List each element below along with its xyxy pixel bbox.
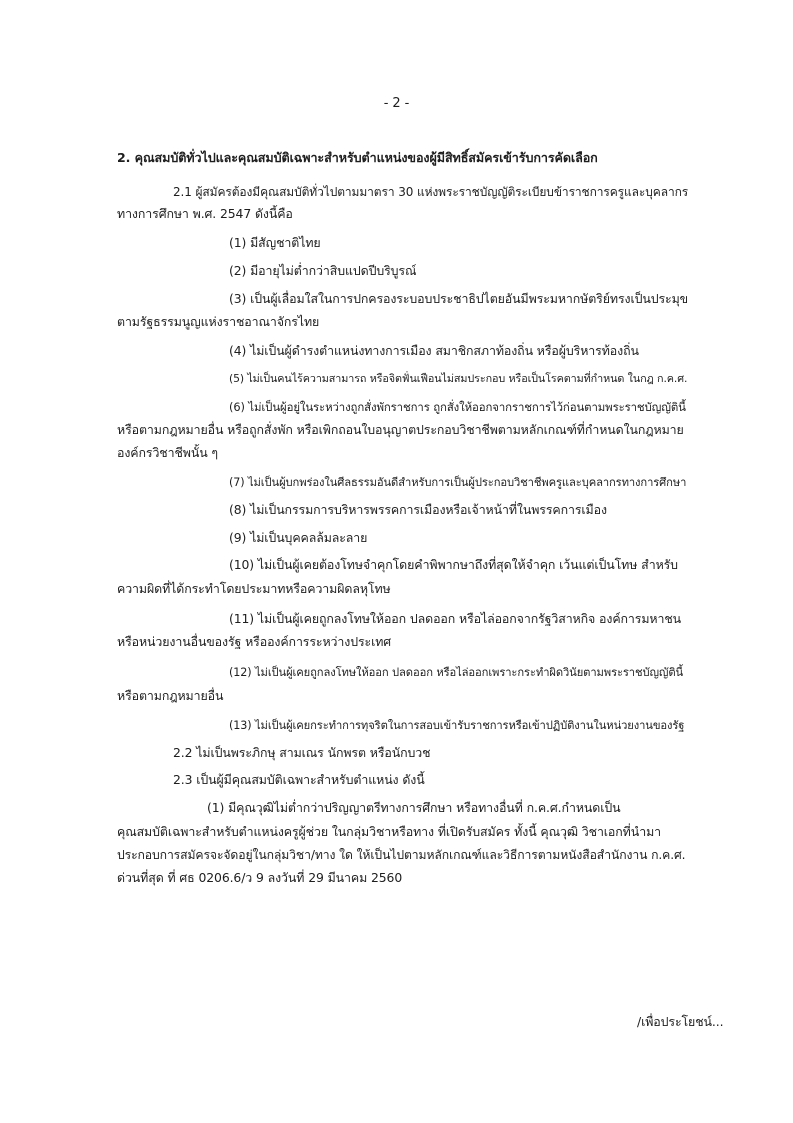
- list-item: (6) ไม่เป็นผู้อยู่ในระหว่างถูกสั่งพักราชการ ถูกสั่งให้ออกจากราชการไว้ก่อนตามพระราชบัญญัตินี้: [229, 400, 686, 414]
- section-heading: 2. คุณสมบัติทั่วไปและคุณสมบัติเฉพาะสำหรับตำแหน่งของผู้มีสิทธิ์สมัครเข้ารับการคัดเลือก: [117, 150, 598, 165]
- list-item: (4) ไม่เป็นผู้ดำรงตำแหน่งทางการเมือง สมาชิกสภาท้องถิ่น หรือผู้บริหารท้องถิ่น: [229, 343, 639, 358]
- list-item: (3) เป็นผู้เลื่อมใสในการปกครองระบอบประชาธิปไตยอันมีพระมหากษัตริย์ทรงเป็นประมุข: [229, 291, 689, 306]
- list-item: (1) มีคุณวุฒิไม่ต่ำกว่าปริญญาตรีทางการศึกษา หรือทางอื่นที่ ก.ค.ศ.กำหนดเป็น: [207, 800, 621, 815]
- continuation-marker: /เพื่อประโยชน์...: [637, 1014, 724, 1029]
- paragraph-line: ตามรัฐธรรมนูญแห่งราชอาณาจักรไทย: [117, 314, 320, 329]
- page-number: - 2 -: [383, 96, 410, 111]
- paragraph-line: ประกอบการสมัครจะจัดอยู่ในกลุ่มวิชา/ทาง ใด ให้เป็นไปตามหลักเกณฑ์และวิธีการตามหนังสือสำนักงาน ก.ค.ศ.: [117, 848, 686, 862]
- list-item: (5) ไม่เป็นคนไร้ความสามารถ หรือจิตฟั่นเฟือนไม่สมประกอบ หรือเป็นโรคตามที่กำหนด ในกฎ ก.ค.ศ.: [229, 372, 688, 385]
- list-item: (1) มีสัญชาติไทย: [229, 235, 321, 250]
- paragraph-line: คุณสมบัติเฉพาะสำหรับตำแหน่งครูผู้ช่วย ในกลุ่มวิชาหรือทาง ที่เปิดรับสมัคร ทั้งนี้ คุณวุฒิ วิชาเอกที่นำมา: [117, 824, 661, 839]
- list-item: (2) มีอายุไม่ต่ำกว่าสิบแปดปีบริบูรณ์: [229, 263, 417, 278]
- list-item: (9) ไม่เป็นบุคคลล้มละลาย: [229, 530, 368, 545]
- list-item: 2.2 ไม่เป็นพระภิกษุ สามเณร นักพรต หรือนักบวช: [173, 745, 431, 760]
- list-item: 2.3 เป็นผู้มีคุณสมบัติเฉพาะสำหรับตำแหน่ง ดังนี้: [173, 772, 425, 787]
- list-item: (7) ไม่เป็นผู้บกพร่องในศีลธรรมอันดีสำหรับการเป็นผู้ประกอบวิชาชีพครูและบุคลากรทางการศึกษา: [229, 476, 687, 489]
- list-item: (13) ไม่เป็นผู้เคยกระทำการทุจริตในการสอบเข้ารับราชการหรือเข้าปฏิบัติงานในหน่วยงานของรัฐ: [229, 719, 685, 732]
- paragraph-line: ด่วนที่สุด ที่ ศธ 0206.6/ว 9 ลงวันที่ 29 มีนาคม 2560: [117, 870, 403, 885]
- paragraph-line: ทางการศึกษา พ.ศ. 2547 ดังนี้คือ: [117, 206, 293, 221]
- paragraph-line: หรือตามกฎหมายอื่น หรือถูกสั่งพัก หรือเพิกถอนใบอนุญาตประกอบวิชาชีพตามหลักเกณฑ์ที่กำหนดในกฎหมาย: [117, 422, 684, 437]
- list-item: (12) ไม่เป็นผู้เคยถูกลงโทษให้ออก ปลดออก หรือไล่ออกเพราะกระทำผิดวินัยตามพระราชบัญญัตินี้: [229, 666, 684, 679]
- list-item: (10) ไม่เป็นผู้เคยต้องโทษจำคุกโดยคำพิพากษาถึงที่สุดให้จำคุก เว้นแต่เป็นโทษ สำหรับ: [229, 557, 678, 572]
- paragraph-line: หรือตามกฎหมายอื่น: [117, 688, 224, 703]
- paragraph-line: องค์กรวิชาชีพนั้น ๆ: [117, 445, 218, 460]
- list-item: (8) ไม่เป็นกรรมการบริหารพรรคการเมืองหรือเจ้าหน้าที่ในพรรคการเมือง: [229, 502, 607, 517]
- paragraph-line: ความผิดที่ได้กระทำโดยประมาทหรือความผิดลหุโทษ: [117, 581, 391, 596]
- paragraph-line: หรือหน่วยงานอื่นของรัฐ หรือองค์การระหว่างประเทศ: [117, 634, 392, 649]
- list-item: (11) ไม่เป็นผู้เคยถูกลงโทษให้ออก ปลดออก หรือไล่ออกจากรัฐวิสาหกิจ องค์การมหาชน: [229, 611, 681, 626]
- paragraph-line: 2.1 ผู้สมัครต้องมีคุณสมบัติทั่วไปตามมาตรา 30 แห่งพระราชบัญญัติระเบียบข้าราชการครูและบุคลากร: [173, 185, 689, 199]
